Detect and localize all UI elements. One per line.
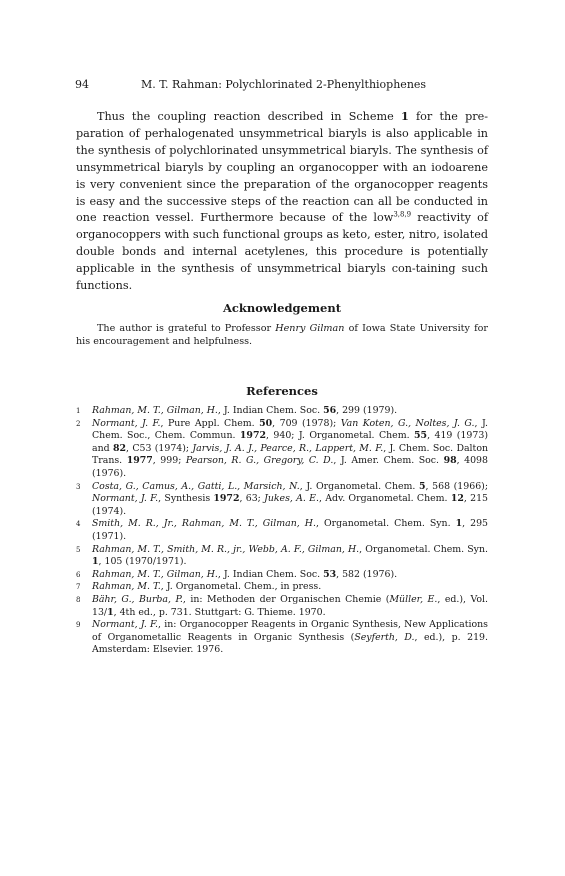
ref-volume: 55 <box>414 430 428 442</box>
ref-volume: 5 <box>419 480 426 492</box>
ref-authors: Bähr, G., Burba, P. <box>92 593 183 605</box>
reference-number: 4 <box>76 520 81 529</box>
ref-volume: 1972 <box>213 493 240 505</box>
ref-authors: Van Koten, G., Noltes, J. G. <box>340 417 475 429</box>
ack-person-name: Henry Gilman <box>275 323 345 334</box>
acknowledgement-heading: Acknowledgement <box>222 301 342 315</box>
reference-number: 6 <box>76 570 81 579</box>
ref-volume: 1 <box>92 556 99 568</box>
ref-text: , J. Indian Chem. Soc. <box>217 405 324 416</box>
body-paragraph <box>76 108 488 295</box>
reference-item <box>76 594 488 619</box>
reference-item <box>76 619 488 657</box>
ref-volume: 1977 <box>126 455 153 467</box>
ref-volume: 53 <box>323 568 337 580</box>
ref-text: , 568 (1966); <box>425 480 488 492</box>
ref-text: , 709 (1978); <box>272 417 341 429</box>
reference-number: 7 <box>76 583 81 592</box>
ref-text: , in: Methoden der Organischen Chemie ( <box>182 593 390 605</box>
ref-authors: Costa, G., Camus, A., Gatti, L., Marsich, N. <box>92 480 300 492</box>
reference-number: 1 <box>76 407 81 415</box>
ref-text: , C53 (1974); <box>126 442 193 454</box>
ref-authors: Normant, J. F. <box>92 619 159 631</box>
ref-volume: 50 <box>259 417 273 429</box>
ref-authors: Jarvis, J. A. J., Pearce, R., Lappert, M. F. <box>192 442 384 454</box>
ref-volume: 98 <box>443 455 457 467</box>
ref-text: , in: Organocopper Reagents in Organic Synthesis, New Applications of Organometallic Reagents in Organic Synthesis ( <box>92 619 488 643</box>
ack-text-1: The author is grateful to Professor <box>97 323 276 334</box>
reference-item <box>76 481 488 519</box>
reference-number: 9 <box>76 621 81 630</box>
ref-text: , 105 (1970/1971). <box>98 556 187 568</box>
ref-volume: 56 <box>323 405 337 416</box>
reference-item <box>76 544 488 569</box>
ref-authors: Rahman, M. T., Gilman, H. <box>92 405 218 416</box>
ref-authors: Normant, J. F. <box>92 417 161 429</box>
reference-number: 8 <box>76 595 81 604</box>
body-text-3: reactivity of organocoppers with such functional groups as keto, ester, nitro, isolated double bonds and internal acetylenes, this procedure is potentially applicable in the synthesis of unsymmetrical biaryls con-taining such functions. <box>76 211 488 293</box>
ref-text: , 63; <box>239 493 265 505</box>
ref-authors: Normant, J. F. <box>92 493 159 505</box>
body-text-2: for the pre-paration of perhalogenated unsymmetrical biaryls is also applicable in the synthesis of polychlorinated unsymmetrical biaryls. The synthesis of unsymmetrical biaryls by coupling an organocopper with an iodoarene is very convenient since the preparation of the organocopper reagents is easy and the successive steps of the reaction can all be conducted in one reaction vessel. Furthermore because of the low <box>76 110 488 225</box>
ref-editor: Seyferth, D. <box>354 631 415 643</box>
ref-text: , Pure Appl. Chem. <box>160 417 260 429</box>
citation-superscript: 3,8,9 <box>393 210 412 219</box>
ref-text: , 299 (1979). <box>336 405 398 416</box>
ref-text: , 4th ed., p. 731. Stuttgart: G. Thieme. 1970. <box>113 606 326 618</box>
acknowledgement-text <box>76 322 488 348</box>
reference-item <box>76 418 488 481</box>
ref-authors: Rahman, M. T., Gilman, H. <box>92 568 218 580</box>
ref-text: , 215 (1974). <box>92 493 488 517</box>
reference-item <box>76 518 488 543</box>
ref-text: , Adv. Organometal. Chem. <box>319 493 451 505</box>
reference-number: 5 <box>76 545 81 554</box>
ref-text: , 295 (1971). <box>92 518 488 542</box>
ref-volume: 12 <box>450 493 464 505</box>
reference-number: 3 <box>76 482 81 491</box>
ref-text: , 419 (1973) and <box>92 430 488 454</box>
ref-editor: Müller, E. <box>389 593 438 605</box>
ref-text: , Synthesis <box>158 493 214 505</box>
ref-text: , J. Chem. Soc. Dalton Trans. <box>92 442 489 467</box>
reference-item <box>76 405 488 418</box>
ref-volume: 82 <box>112 442 127 454</box>
ref-text: , J. Organometal. Chem., in press. <box>160 581 322 593</box>
ref-authors: Smith, M. R., Jr., Rahman, M. T., Gilman, H. <box>92 518 316 530</box>
ref-volume: 1 <box>107 606 114 618</box>
ref-text: , 582 (1976). <box>336 568 398 580</box>
ref-authors: Rahman, M. T., Smith, M. R., jr., Webb, A. F., Gilman, H. <box>92 543 360 555</box>
ref-authors: Rahman, M. T. <box>92 581 161 593</box>
ref-volume: 1 <box>455 518 463 530</box>
reference-list <box>76 405 488 657</box>
ref-text: , ed.), p. 219. Amsterdam: Elsevier. 1976. <box>92 631 488 656</box>
body-text-1: Thus the coupling reaction described in Scheme <box>97 110 401 123</box>
ref-text: , J. Amer. Chem. Soc. <box>333 455 444 467</box>
running-title: M. T. Rahman: Polychlorinated 2-Phenylthiophenes <box>141 78 427 91</box>
scheme-number: 1 <box>400 109 409 123</box>
ref-text: , J. Chem. Soc., Chem. Commun. <box>92 417 488 442</box>
ref-authors: Jukes, A. E. <box>264 493 319 505</box>
ref-text: , J. Organometal. Chem. <box>299 480 420 492</box>
ref-authors: Pearson, R. G., Gregory, C. D. <box>185 455 334 467</box>
ref-text: , 4098 (1976). <box>92 455 488 479</box>
ack-text-2: of Iowa State University for his encouragement and helpfulness. <box>76 323 488 348</box>
ref-volume: 1972 <box>239 430 266 442</box>
reference-item <box>76 581 488 594</box>
ref-text: , Organometal. Chem. Syn. <box>359 543 488 555</box>
ref-text: , 999; <box>152 455 186 467</box>
ref-text: , Organometal. Chem. Syn. <box>315 518 456 530</box>
reference-item <box>76 569 488 582</box>
ref-text: , J. Indian Chem. Soc. <box>217 568 324 580</box>
reference-number: 2 <box>76 419 81 428</box>
ref-text: , 940; J. Organometal. Chem. <box>266 430 415 442</box>
page-number: 94 <box>75 78 89 91</box>
references-heading: References <box>246 384 318 398</box>
ref-text: , ed.), Vol. 13/ <box>92 593 489 618</box>
